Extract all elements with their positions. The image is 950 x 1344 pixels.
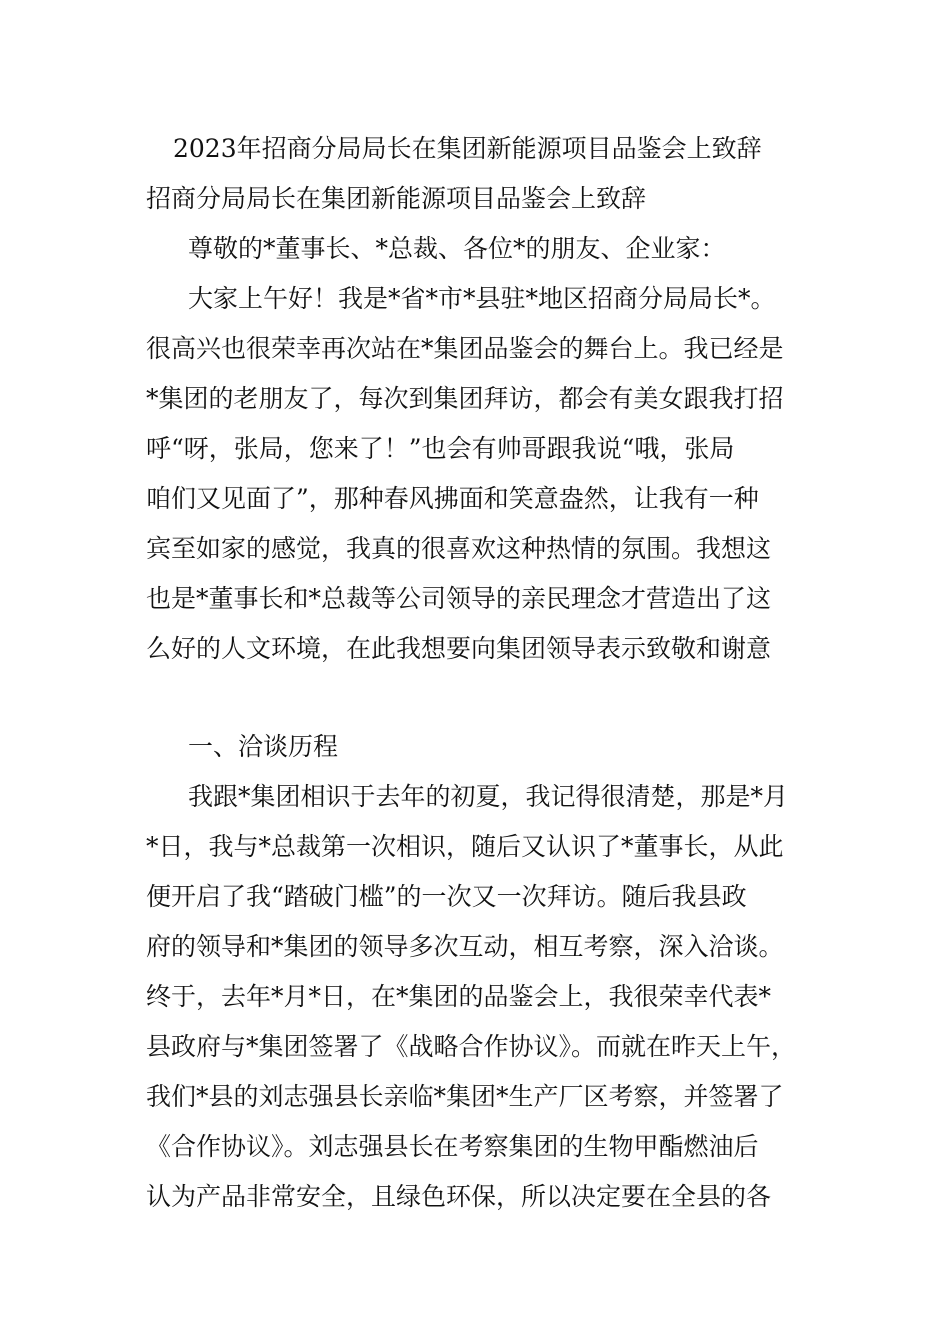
paragraph-line: *日，我与*总裁第一次相识，随后又认识了*董事长，从此	[146, 832, 784, 861]
paragraph-line: 认为产品非常安全，且绿色环保，所以决定要在全县的各	[146, 1182, 772, 1211]
paragraph-line: 大家上午好！我是*省*市*县驻*地区招商分局局长*。	[188, 284, 776, 313]
document-subtitle: 招商分局局长在集团新能源项目品鉴会上致辞	[146, 184, 647, 213]
paragraph-line: 很高兴也很荣幸再次站在*集团品鉴会的舞台上。我已经是	[146, 334, 784, 363]
paragraph-line: 便开启了我“踏破门槛”的一次又一次拜访。随后我县政	[146, 882, 747, 911]
paragraph-line: 咱们又见面了”，那种春风拂面和笑意盎然，让我有一种	[146, 484, 759, 513]
paragraph-line: 《合作协议》。刘志强县长在考察集团的生物甲酯燃油后	[146, 1132, 759, 1161]
paragraph-line: 呼“呀，张局，您来了！”也会有帅哥跟我说“哦，张局	[146, 434, 735, 463]
paragraph-line: 县政府与*集团签署了《战略合作协议》。而就在昨天上午，	[146, 1032, 797, 1061]
paragraph-line: 我跟*集团相识于去年的初夏，我记得很清楚，那是*月	[188, 782, 789, 811]
paragraph-line: 也是*董事长和*总裁等公司领导的亲民理念才营造出了这	[146, 584, 772, 613]
paragraph-line: *集团的老朋友了，每次到集团拜访，都会有美女跟我打招	[146, 384, 784, 413]
paragraph-line: 宾至如家的感觉，我真的很喜欢这种热情的氛围。我想这	[146, 534, 772, 563]
paragraph-line: 府的领导和*集团的领导多次互动，相互考察，深入洽谈。	[146, 932, 784, 961]
salutation: 尊敬的*董事长、*总裁、各位*的朋友、企业家：	[188, 234, 726, 263]
section-heading: 一、洽谈历程	[188, 732, 339, 761]
document-title: 2023年招商分局局长在集团新能源项目品鉴会上致辞	[173, 134, 762, 163]
paragraph-line: 终于，去年*月*日，在*集团的品鉴会上，我很荣幸代表*	[146, 982, 772, 1011]
paragraph-line: 我们*县的刘志强县长亲临*集团*生产厂区考察，并签署了	[146, 1082, 784, 1111]
paragraph-line: 么好的人文环境，在此我想要向集团领导表示致敬和谢意	[146, 634, 772, 663]
